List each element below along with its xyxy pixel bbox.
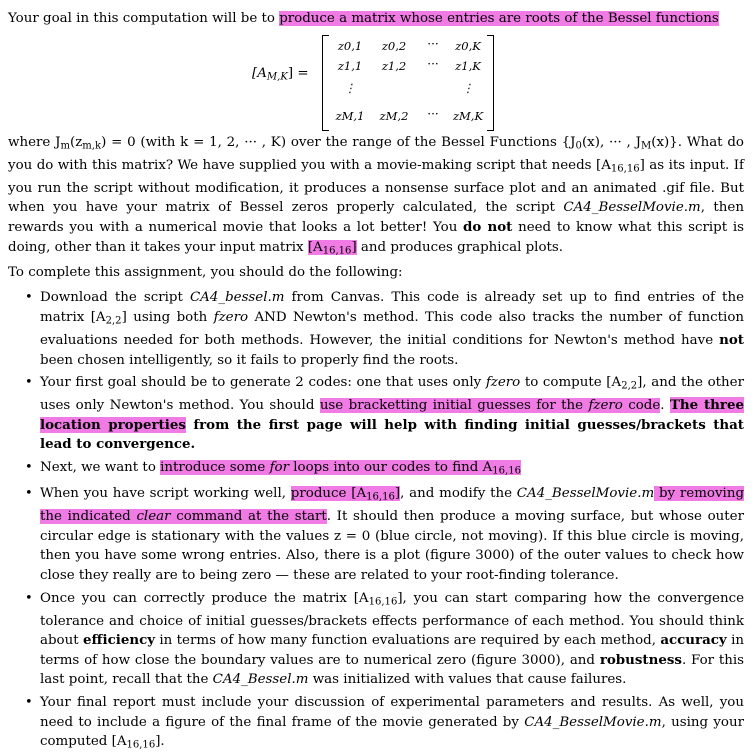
loops-highlight: introduce some for loops into our codes to find $A_{16,16}$ bbox=[160, 460, 521, 477]
task-item: • Download the script CA4_bessel.m from Canvas. This code is already set up to find entries of the matrix $[A_{2,2}]$ using both fzero AND Newton's method. This code also tracks the number of function evaluations needed for both methods. However, the initial conditions for Newton's method have not been chosen intelligently, so it fails to properly find the roots. bbox=[25, 290, 745, 368]
task-item: • Next, we want to introduce some for loops into our codes to find $A_{16,16}$ bbox=[25, 460, 521, 477]
matrix-cell: z1,2 bbox=[381, 58, 407, 73]
matrix-hdots: ··· bbox=[427, 36, 439, 51]
matrix-cell: z0,K bbox=[455, 38, 481, 53]
script-name: CA4_BesselMovie.m bbox=[563, 200, 701, 216]
intro-highlight: produce a matrix whose entries are roots of the Bessel functions bbox=[279, 11, 719, 26]
matrix-cell: z0,2 bbox=[381, 38, 407, 53]
task-item: • Your first goal should be to generate 2 codes: one that uses only fzero to compute $[A_{2,2}]$, and the other uses only Newton's method. You should use bracketting initial guesses for the fzero code. The three location properties from the first page will help with finding initial guesses/brackets that lead to convergence. bbox=[25, 375, 744, 453]
bullet-icon: • bbox=[25, 460, 33, 475]
matrix-cell: z0,1 bbox=[337, 38, 363, 53]
bracket-highlight: use bracketting initial guesses for the fzero code bbox=[319, 398, 661, 414]
task-item: • When you have script working well, produce $[A_{16,16}]$, and modify the CA4_BesselMovie.m by removing the indicated clear command at the start. It should then produce a moving surface, but whose outer circular edge is stationary with the values z = 0 (blue circle, not moving). If this blue circle is moving, then you have some wrong entries. Also, there is a plot (figure 3000) of the outer values to check how close they really are to being zero — these are related to your root-finding tolerance. bbox=[25, 486, 745, 583]
task-list bbox=[8, 288, 744, 755]
instructions-intro: To complete this assignment, you should do the following: bbox=[8, 264, 403, 280]
matrix-cell: zM,K bbox=[452, 108, 484, 123]
matrix-left-bracket bbox=[322, 35, 329, 131]
task-item: • Once you can correctly produce the matrix $[A_{16,16}]$, you can start comparing how the convergence tolerance and choice of initial guesses/brackets effects performance of each method. You should think about efficiency in terms of how many function evaluations are required by each method, accuracy in terms of how close the boundary values are to numerical zero (figure 3000), and robustness. For this last point, recall that the CA4_Bessel.m was initialized with values that cause failures. bbox=[25, 590, 745, 688]
matrix-hdots: ··· bbox=[427, 56, 439, 71]
matrix-cell: z1,K bbox=[455, 58, 481, 73]
produce-highlight: produce $[A_{16,16}]$ bbox=[290, 486, 401, 503]
matrix-highlight: $[A_{16,16}]$ bbox=[307, 239, 357, 257]
bullet-icon: • bbox=[25, 695, 33, 711]
intro-lead-text: Your goal in this computation will be to bbox=[8, 11, 280, 26]
matrix-equation bbox=[8, 29, 744, 133]
bullet-icon: • bbox=[25, 375, 33, 391]
matrix-cell: z1,1 bbox=[337, 58, 363, 73]
remove-clear-highlight: by removing the indicated clear command at the start bbox=[40, 486, 745, 525]
description-paragraph: where $J_m(z_{m,k}) = 0$ (with k = 1, 2, ··· , K) over the range of the Bessel Functions {$J_0(x)$, ··· , $J_M(x)$}. What do you do with this matrix? We have supplied you with a movie-making script that needs $[A_{16,16}]$ as its input. If you run the script without modification, it produces a nonsense surface plot and an animated .gif file. But when you have your matrix of Bessel zeros properly calculated, the script CA4_BesselMovie.m, then rewards you with a numerical movie that looks a lot better! You do not need to know what this script is doing, other than it takes your input matrix $[A_{16,16}]$ and produces graphical plots. bbox=[8, 134, 744, 257]
bullet-icon: • bbox=[25, 486, 33, 502]
matrix-vdots: ⋮ bbox=[344, 80, 356, 95]
bullet-icon: • bbox=[25, 290, 33, 306]
matrix-lhs: $[A_{M,K}]$ = bbox=[252, 65, 309, 83]
task-item: • Your final report must include your discussion of experimental parameters and results. As well, you need to include a figure of the final frame of the movie generated by CA4_BesselMovie.m, using your computed $[A_{16,16}]$. bbox=[25, 695, 744, 751]
matrix-body bbox=[322, 35, 494, 131]
matrix-hdots: ··· bbox=[427, 106, 439, 121]
matrix-cell: zM,2 bbox=[379, 108, 409, 123]
location-properties-highlight: The three location properties bbox=[40, 397, 744, 433]
bullet-icon: • bbox=[25, 590, 33, 606]
intro-paragraph bbox=[8, 9, 744, 29]
matrix-right-bracket bbox=[487, 35, 494, 131]
matrix-vdots: ⋮ bbox=[462, 80, 474, 95]
matrix-cell: zM,1 bbox=[335, 108, 365, 123]
